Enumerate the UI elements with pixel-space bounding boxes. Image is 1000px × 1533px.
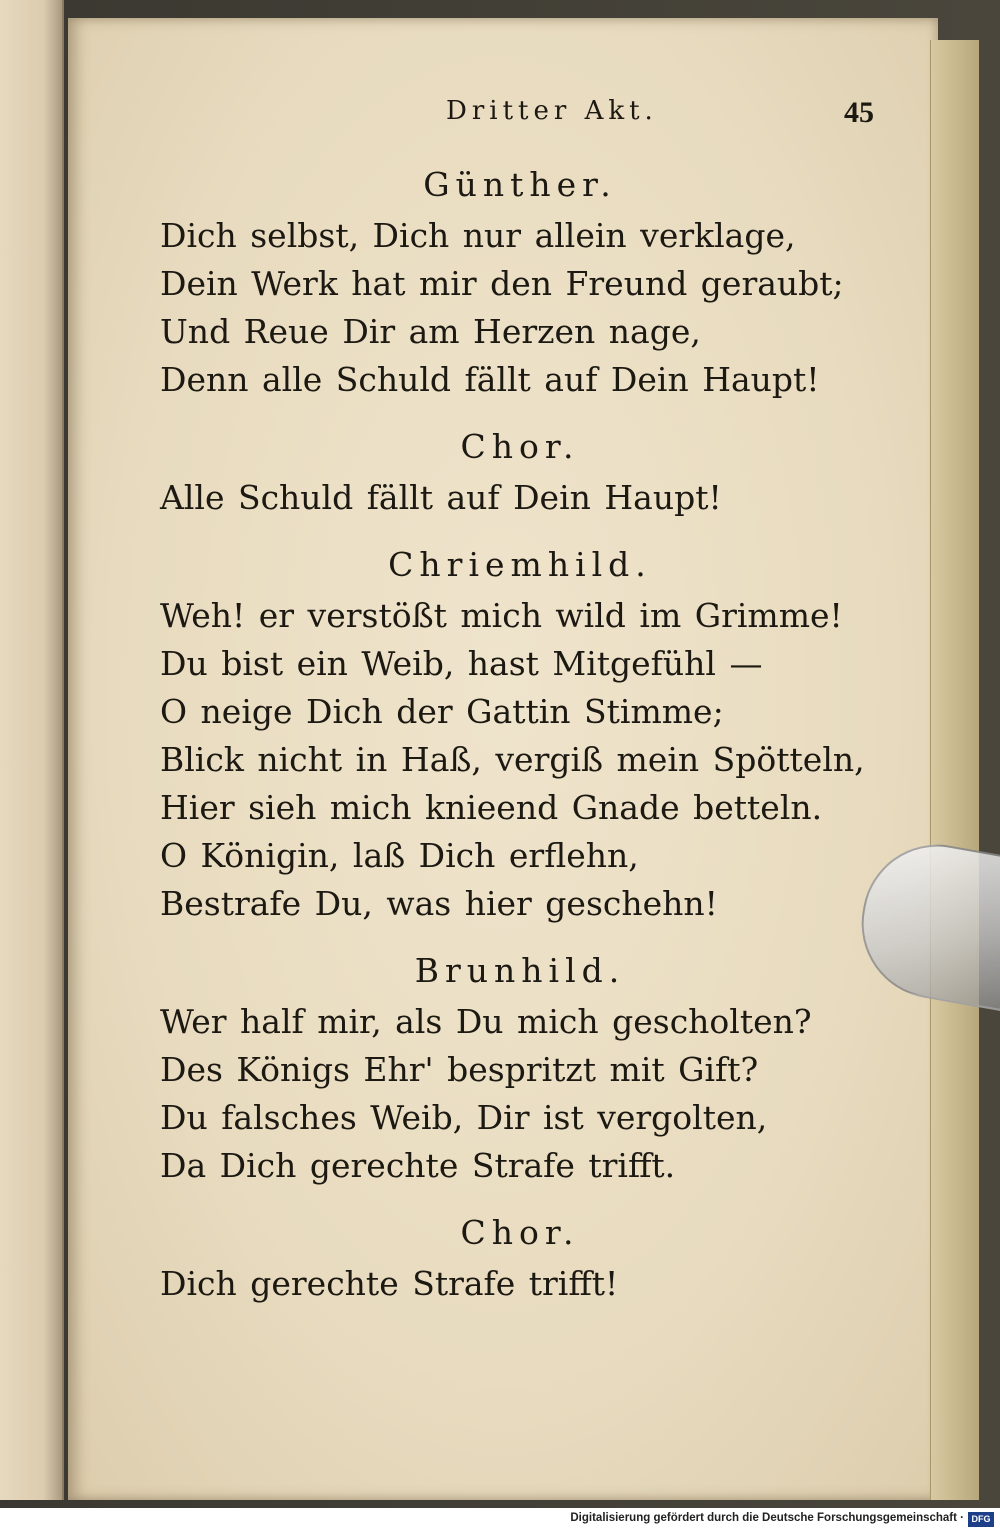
speech-block <box>160 1206 880 1308</box>
verse-line: Denn alle Schuld fällt auf Dein Haupt! <box>160 360 820 399</box>
speech-block <box>160 538 880 928</box>
page-number: 45 <box>844 96 874 129</box>
speech-block <box>160 944 880 1190</box>
speech-block <box>160 420 880 522</box>
verse-line: Du falsches Weib, Dir ist vergolten, <box>160 1098 768 1137</box>
verse-line: Da Dich gerechte Strafe trifft. <box>160 1146 676 1185</box>
page-header <box>68 96 938 136</box>
verse-line: Du bist ein Weib, hast Mitgefühl — <box>160 644 763 683</box>
left-page-edge <box>0 0 64 1500</box>
running-head: Dritter Akt. <box>446 96 658 126</box>
verse-line: Und Reue Dir am Herzen nage, <box>160 312 701 351</box>
verse-line: Dich selbst, Dich nur allein verklage, <box>160 216 796 255</box>
verse-line: Blick nicht in Haß, vergiß mein Spötteln, <box>160 740 865 779</box>
speaker-name: Chriemhild. <box>388 545 652 584</box>
dfg-logo-icon: DFG <box>968 1512 994 1527</box>
speaker-name: Chor. <box>460 1213 580 1252</box>
speaker-name: Brunhild. <box>414 951 626 990</box>
footer-bar <box>0 1508 1000 1533</box>
verse-line: O Königin, laß Dich erflehn, <box>160 836 639 875</box>
verse-line: Hier sieh mich knieend Gnade betteln. <box>160 788 823 827</box>
verse-line: Dich gerechte Strafe trifft! <box>160 1264 619 1303</box>
page-block-edge <box>930 40 979 1500</box>
verse-line: Des Königs Ehr' bespritzt mit Gift? <box>160 1050 759 1089</box>
speaker-name: Günther. <box>423 165 617 204</box>
verse-line: Weh! er verstößt mich wild im Grimme! <box>160 596 843 635</box>
funding-credit: Digitalisierung gefördert durch die Deutsche Forschungsgemeinschaft · <box>570 1512 964 1524</box>
verse-line: Wer half mir, als Du mich gescholten? <box>160 1002 812 1041</box>
verse-line: Bestrafe Du, was hier geschehn! <box>160 884 718 923</box>
speaker-name: Chor. <box>460 427 580 466</box>
verse-line: Dein Werk hat mir den Freund geraubt; <box>160 264 844 303</box>
verse-line: O neige Dich der Gattin Stimme; <box>160 692 724 731</box>
speech-block <box>160 158 880 404</box>
verse-line: Alle Schuld fällt auf Dein Haupt! <box>160 478 722 517</box>
verse-text <box>160 158 880 1324</box>
